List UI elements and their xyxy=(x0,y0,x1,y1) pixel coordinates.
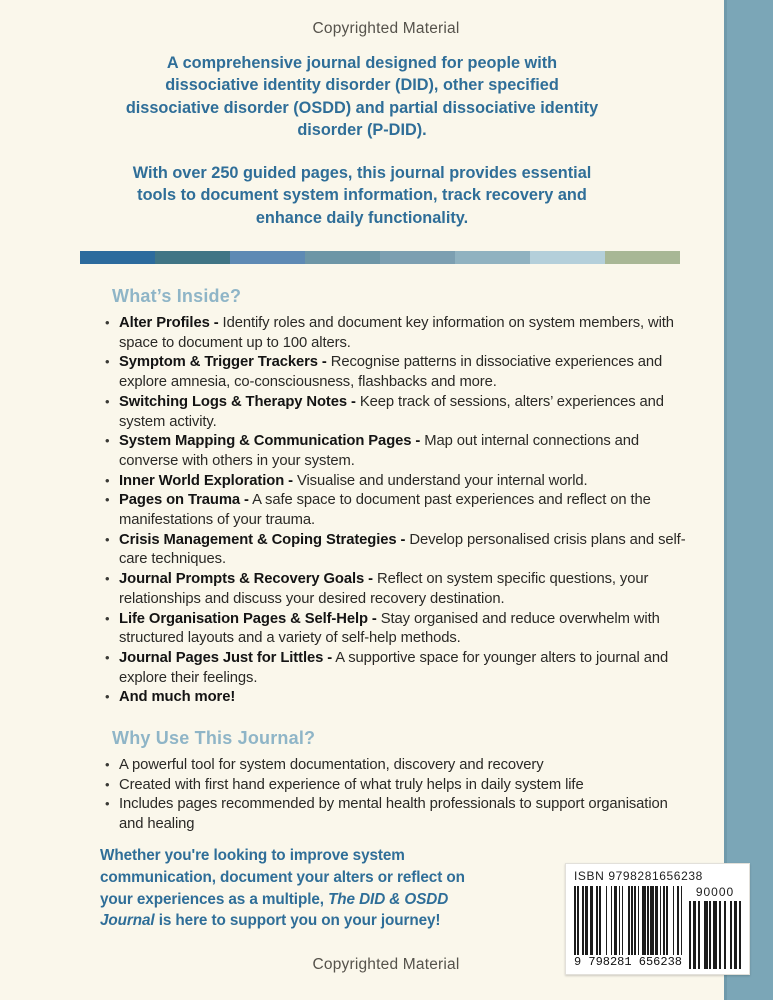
why-use-heading: Why Use This Journal? xyxy=(112,728,316,748)
item-title: And much more! xyxy=(119,689,236,706)
item-title: System Mapping & Communication Pages - xyxy=(119,433,421,450)
intro-paragraph-1: A comprehensive journal designed for people with dissociative identity disorder (DID), other specified dissociative disorder (OSDD) and partial dissociative identity disorder (P-DID). xyxy=(125,54,599,139)
item-desc: Visualise and understand your internal world. xyxy=(292,472,588,489)
divider-segment xyxy=(305,251,380,264)
intro-paragraph-2: With over 250 guided pages, this journal provides essential tools to document system information, track recovery and enhance daily functionality. xyxy=(132,164,592,227)
item-title: Alter Profiles - xyxy=(119,315,219,331)
item-title: Symptom & Trigger Trackers - xyxy=(119,354,327,371)
divider-segment xyxy=(155,251,230,264)
divider-segment xyxy=(80,251,155,264)
item-title: Life Organisation Pages & Self-Help - xyxy=(119,610,377,627)
spine-strip xyxy=(724,0,773,1000)
item-title: Journal Pages Just for Littles - xyxy=(119,649,333,666)
divider-segment xyxy=(605,251,680,264)
item-title: Crisis Management & Coping Strategies - xyxy=(119,531,406,548)
whats-inside-section xyxy=(100,286,694,708)
list-item xyxy=(100,649,694,688)
item-desc: A safe space to document past experiences and reflect on the manifestations of your trauma. xyxy=(119,492,651,529)
list-item xyxy=(100,531,694,570)
journal-title-italic: The DID & OSDD Journal xyxy=(100,890,449,930)
copyright-top-label: Copyrighted Material xyxy=(312,20,460,37)
item-desc: Map out internal connections and converse with others in your system. xyxy=(119,433,640,469)
color-divider-bar xyxy=(80,251,680,264)
list-item xyxy=(100,491,694,530)
list-item xyxy=(100,610,694,649)
why-use-section xyxy=(100,728,694,835)
barcode-digit-group1: 798281 xyxy=(588,955,632,969)
whats-inside-list xyxy=(100,314,694,708)
list-item xyxy=(100,688,694,708)
barcode-digit-group2: 656238 xyxy=(638,955,682,969)
intro-block xyxy=(0,52,724,250)
item-desc: Reflect on system specific questions, your relationships and discuss your desired recovery destination. xyxy=(119,571,649,607)
copyright-bottom-label: Copyrighted Material xyxy=(312,956,460,973)
list-item: • A powerful tool for system documentation, discovery and recovery xyxy=(100,756,694,776)
price-code-label: 90000 xyxy=(695,885,735,899)
divider-segment xyxy=(530,251,605,264)
closing-paragraph xyxy=(100,845,478,932)
barcode-digit-left: 9 xyxy=(574,955,582,969)
list-item xyxy=(100,353,694,392)
list-item xyxy=(100,570,694,609)
item-title: Switching Logs & Therapy Notes - xyxy=(119,393,356,410)
item-desc: Develop personalised crisis plans and self-care techniques. xyxy=(119,531,686,568)
list-item xyxy=(100,432,694,471)
item-desc: Identify roles and document key information on system members, with space to document up to 100 alters. xyxy=(119,315,674,351)
barcode-main-bars xyxy=(574,886,682,955)
item-title: Pages on Trauma - xyxy=(119,492,249,509)
barcode-bar xyxy=(681,886,683,955)
why-use-list xyxy=(100,756,694,835)
item-title: Journal Prompts & Recovery Goals - xyxy=(119,571,373,588)
list-item: • Created with first hand experience of what truly helps in daily system life xyxy=(100,776,694,796)
isbn-label: ISBN 9798281656238 xyxy=(574,869,703,883)
divider-segment xyxy=(380,251,455,264)
item-desc: Stay organised and reduce overwhelm with structured layouts and a variety of self-help methods. xyxy=(119,610,660,647)
divider-segment xyxy=(455,251,530,264)
item-desc: Keep track of sessions, alters’ experiences and system activity. xyxy=(119,393,664,430)
list-item xyxy=(100,314,694,353)
closing-text-after: is here to support you on your journey! xyxy=(154,912,441,930)
item-title: Inner World Exploration - xyxy=(119,472,293,489)
list-item xyxy=(100,393,694,432)
whats-inside-heading: What’s Inside? xyxy=(112,286,242,306)
list-item xyxy=(100,472,694,492)
item-desc: Recognise patterns in dissociative experiences and explore amnesia, co-consciousness, flashbacks and more. xyxy=(119,354,663,391)
divider-segment xyxy=(230,251,305,264)
item-desc: A supportive space for younger alters to journal and explore their feelings. xyxy=(119,649,669,686)
closing-text-before: Whether you're looking to improve system communication, document your alters or reflect on your experiences as a multiple, xyxy=(100,847,465,908)
list-item: • Includes pages recommended by mental health professionals to support organisation and healing xyxy=(100,795,694,834)
